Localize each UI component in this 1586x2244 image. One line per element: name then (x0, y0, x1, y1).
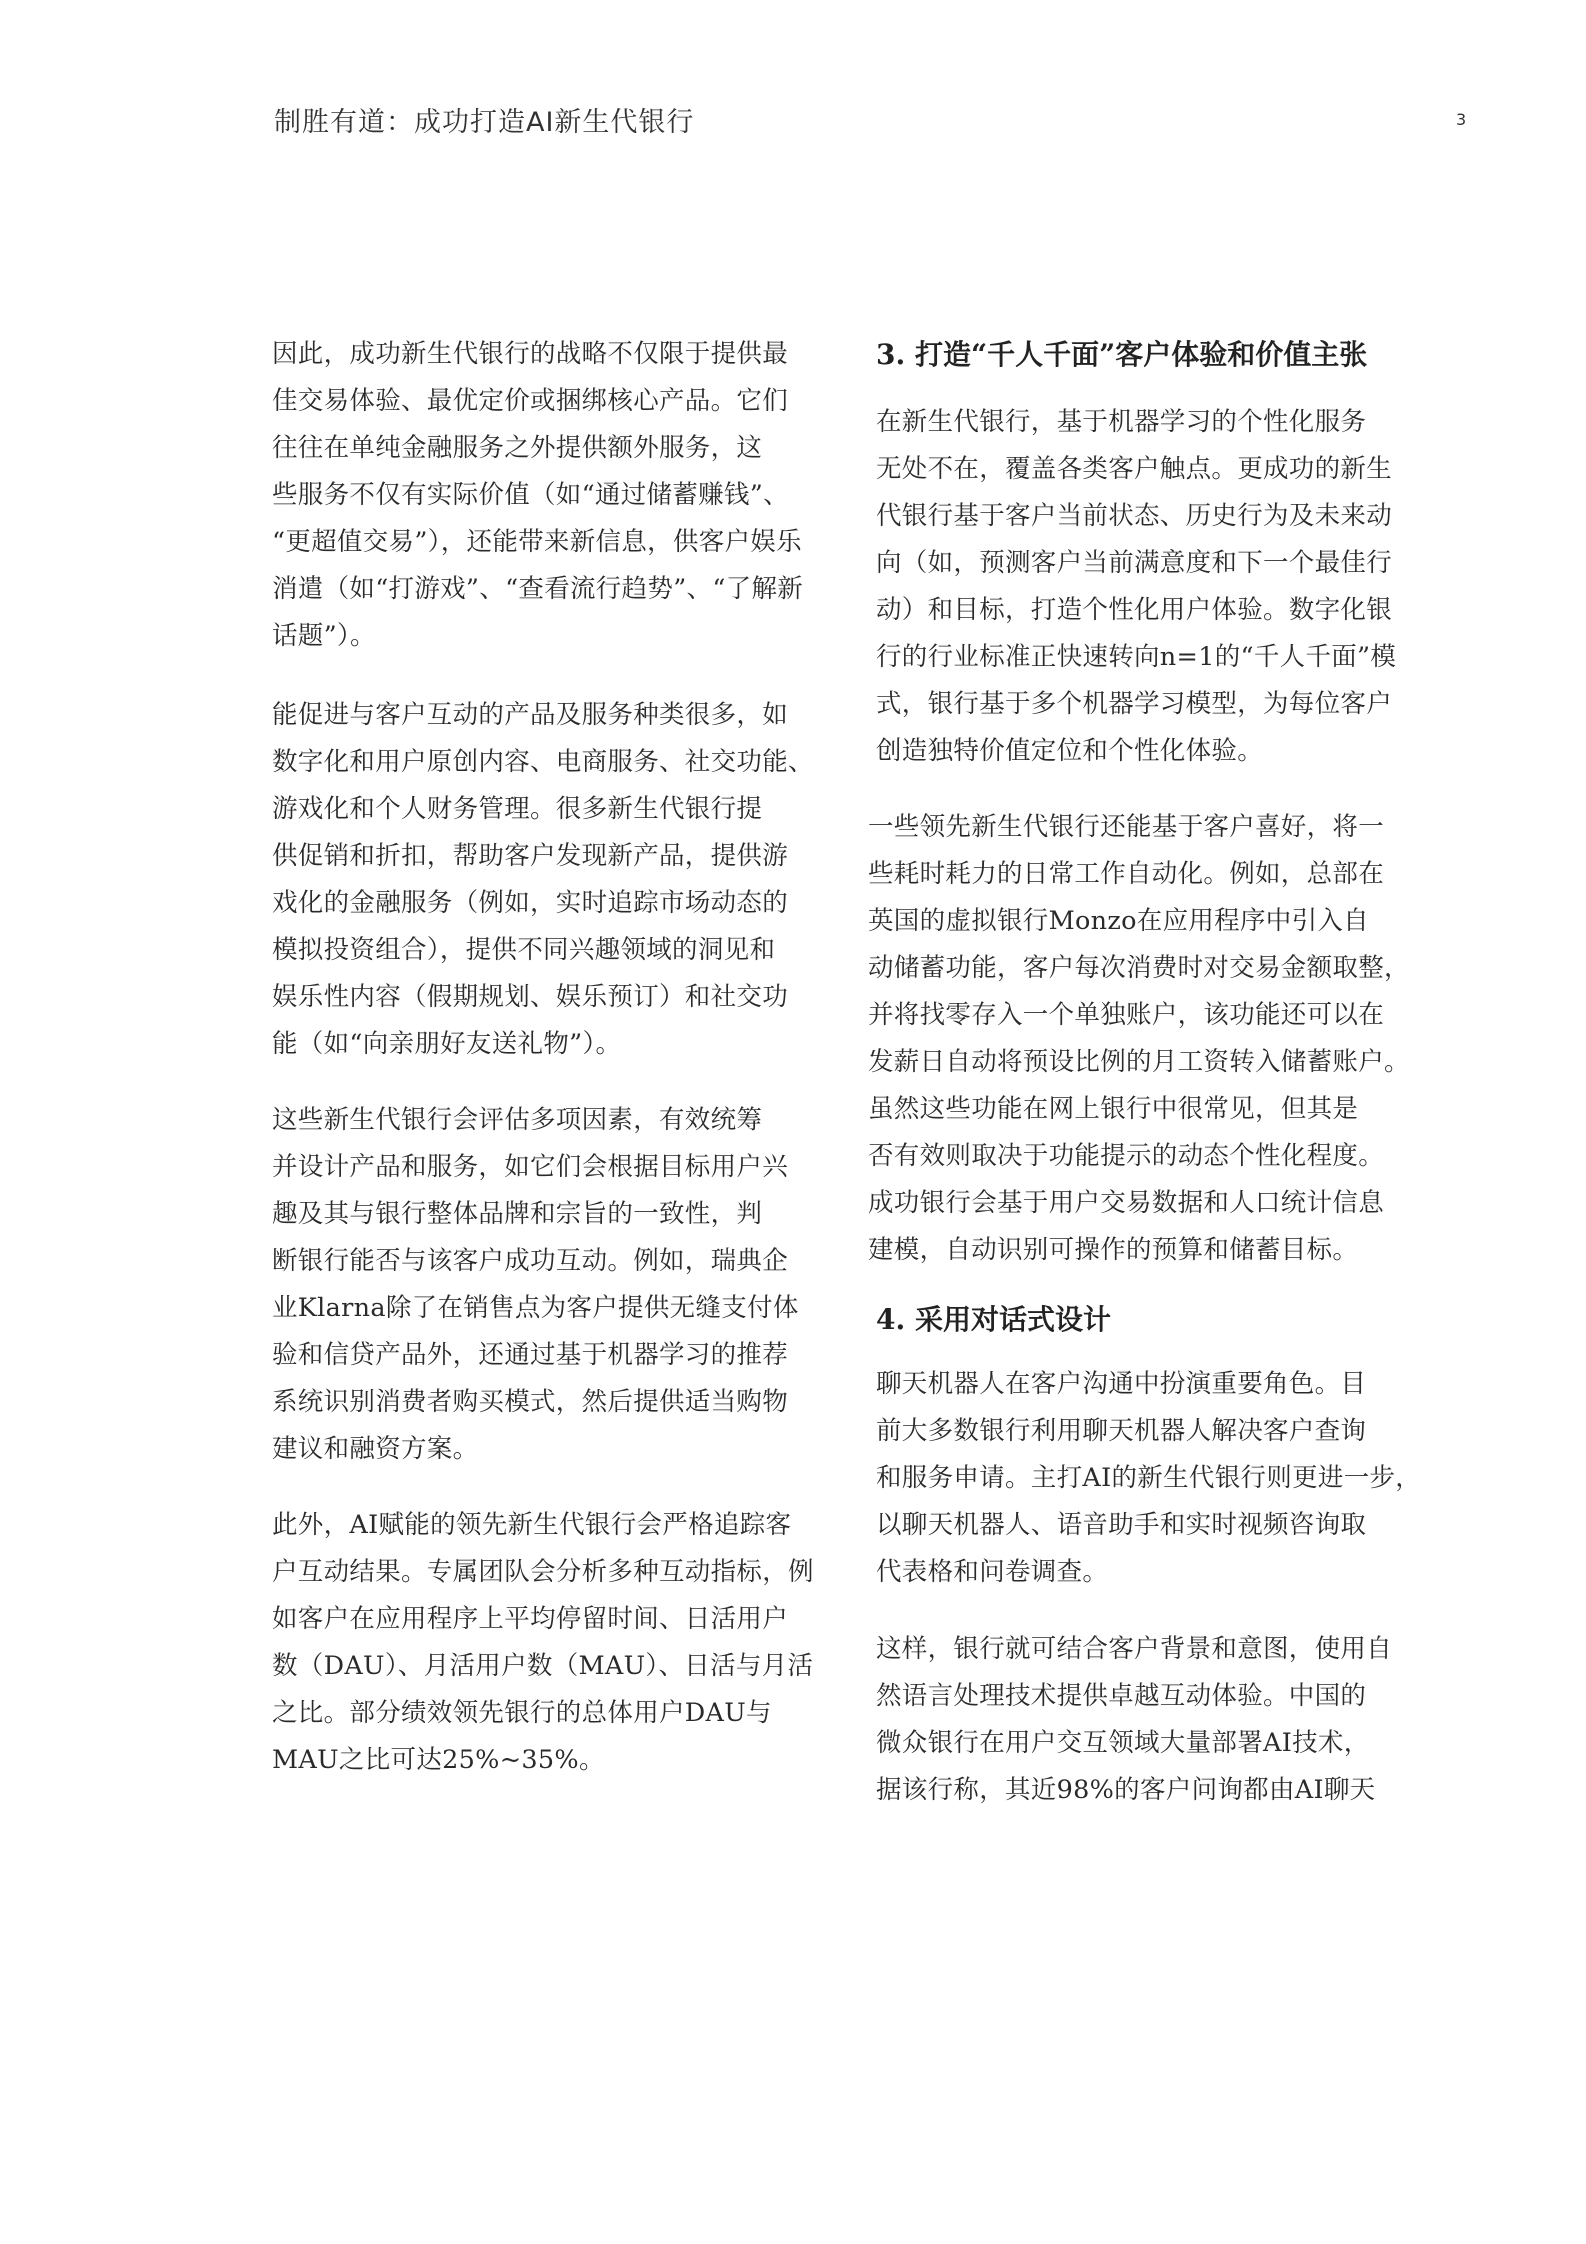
text-line: 虽然这些功能在网上银行中很常见，但其是 (868, 1094, 1359, 1124)
text-line: 和服务申请。主打AI的新生代银行则更进一步， (876, 1463, 1422, 1493)
text-line: 微众银行在用户交互领域大量部署AI技术， (876, 1728, 1370, 1758)
text-line: 些服务不仅有实际价值（如“通过储蓄赚钱”、 (272, 480, 789, 510)
text-line: 此外，AI赋能的领先新生代银行会严格追踪客 (272, 1510, 792, 1540)
text-line: 如客户在应用程序上平均停留时间、日活用户 (272, 1604, 789, 1634)
text-line: 往往在单纯金融服务之外提供额外服务，这 (272, 433, 763, 463)
text-line: 一些领先新生代银行还能基于客户喜好，将一 (868, 812, 1385, 842)
section-heading-3: 3. 打造“千人千面”客户体验和价值主张 (876, 338, 1368, 371)
section-heading-4: 4. 采用对话式设计 (876, 1303, 1111, 1336)
text-line: 前大多数银行利用聊天机器人解决客户查询 (876, 1416, 1367, 1446)
text-line: 断银行能否与该客户成功互动。例如，瑞典企 (272, 1246, 789, 1276)
text-line: 否有效则取决于功能提示的动态个性化程度。 (868, 1141, 1385, 1171)
text-line: 消遣（如“打游戏”、“查看流行趋势”、“了解新 (272, 574, 804, 604)
text-line: 建模，自动识别可操作的预算和储蓄目标。 (868, 1235, 1359, 1265)
text-line: 些耗时耗力的日常工作自动化。例如，总部在 (868, 859, 1385, 889)
text-line: 成功银行会基于用户交易数据和人口统计信息 (868, 1188, 1385, 1218)
text-line: 趣及其与银行整体品牌和宗旨的一致性，判 (272, 1199, 763, 1229)
text-line: 在新生代银行，基于机器学习的个性化服务 (876, 407, 1367, 437)
text-line: 行的行业标准正快速转向n=1的“千人千面”模 (876, 642, 1397, 672)
left-paragraph-3 (272, 1097, 799, 1473)
left-paragraph-4 (272, 1502, 814, 1784)
right-paragraph-4 (876, 1626, 1392, 1814)
text-line: 戏化的金融服务（例如，实时追踪市场动态的 (272, 888, 789, 918)
left-paragraph-1 (272, 331, 803, 660)
text-line: 数字化和用户原创内容、电商服务、社交功能、 (272, 747, 814, 777)
text-line: 无处不在，覆盖各类客户触点。更成功的新生 (876, 454, 1393, 484)
text-line: 英国的虚拟银行Monzo在应用程序中引入自 (868, 906, 1369, 936)
text-line: 据该行称，其近98%的客户问询都由AI聊天 (876, 1775, 1376, 1805)
text-line: 代表格和问卷调查。 (876, 1557, 1109, 1587)
text-line: 之比。部分绩效领先银行的总体用户DAU与 (272, 1698, 772, 1728)
text-line: “更超值交易”），还能带来新信息，供客户娱乐 (272, 527, 802, 557)
text-line: 话题”）。 (272, 621, 376, 651)
text-line: 并将找零存入一个单独账户，该功能还可以在 (868, 1000, 1385, 1030)
text-line: 系统识别消费者购买模式，然后提供适当购物 (272, 1387, 789, 1417)
text-line: 户互动结果。专属团队会分析多种互动指标，例 (272, 1557, 814, 1587)
text-line: 式，银行基于多个机器学习模型，为每位客户 (876, 689, 1393, 719)
text-line: 数（DAU）、月活用户数（MAU）、日活与月活 (272, 1651, 814, 1681)
text-line: 这样，银行就可结合客户背景和意图，使用自 (876, 1634, 1393, 1664)
text-line: 代银行基于客户当前状态、历史行为及未来动 (876, 501, 1393, 531)
text-line: 向（如，预测客户当前满意度和下一个最佳行 (876, 548, 1393, 578)
text-line: 发薪日自动将预设比例的月工资转入储蓄账户。 (868, 1047, 1410, 1077)
text-line: 然语言处理技术提供卓越互动体验。中国的 (876, 1681, 1367, 1711)
text-line: 这些新生代银行会评估多项因素，有效统筹 (272, 1105, 763, 1135)
text-line: 供促销和折扣，帮助客户发现新产品，提供游 (272, 841, 789, 871)
text-line: 以聊天机器人、语音助手和实时视频咨询取 (876, 1510, 1367, 1540)
document-header-title: 制胜有道：成功打造AI新生代银行 (274, 107, 695, 138)
text-line: 能（如“向亲朋好友送礼物”）。 (272, 1029, 622, 1059)
text-line: MAU之比可达25%~35%。 (272, 1745, 605, 1775)
text-line: 动）和目标，打造个性化用户体验。数字化银 (876, 595, 1393, 625)
text-line: 验和信贷产品外，还通过基于机器学习的推荐 (272, 1340, 789, 1370)
text-line: 业Klarna除了在销售点为客户提供无缝支付体 (272, 1293, 799, 1323)
text-line: 建议和融资方案。 (272, 1434, 479, 1464)
text-line: 因此，成功新生代银行的战略不仅限于提供最 (272, 339, 789, 369)
left-paragraph-2 (272, 692, 814, 1068)
text-line: 聊天机器人在客户沟通中扮演重要角色。目 (876, 1369, 1367, 1399)
text-line: 佳交易体验、最优定价或捆绑核心产品。它们 (272, 386, 789, 416)
text-line: 并设计产品和服务，如它们会根据目标用户兴 (272, 1152, 789, 1182)
right-paragraph-3 (876, 1361, 1421, 1596)
text-line: 模拟投资组合），提供不同兴趣领域的洞见和 (272, 935, 776, 965)
right-paragraph-2 (868, 804, 1410, 1274)
text-line: 创造独特价值定位和个性化体验。 (876, 736, 1264, 766)
text-line: 动储蓄功能，客户每次消费时对交易金额取整， (868, 953, 1410, 983)
page-number: 3 (1456, 110, 1467, 129)
right-paragraph-1 (876, 399, 1396, 775)
text-line: 能促进与客户互动的产品及服务种类很多，如 (272, 700, 789, 730)
text-line: 游戏化和个人财务管理。很多新生代银行提 (272, 794, 763, 824)
text-line: 娱乐性内容（假期规划、娱乐预订）和社交功 (272, 982, 789, 1012)
